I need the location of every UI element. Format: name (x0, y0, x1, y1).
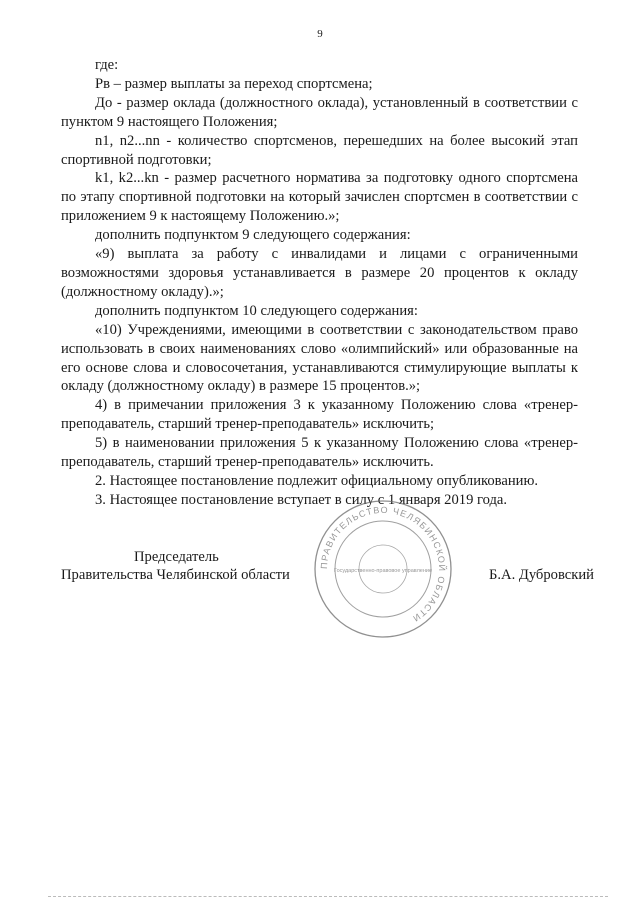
signatory-title-line1: Председатель (134, 549, 219, 565)
paragraph: k1, k2...kn - размер расчетного норматива за подготовку одного спортсмена по этапу спортивной подготовки на который зачислен спортсмен в соответствии с приложением 9 к настоящему Положению.»; (61, 170, 578, 225)
paragraph: 3. Настоящее постановление вступает в силу с 1 января 2019 года. (95, 491, 508, 508)
paragraph: где: (95, 57, 119, 73)
paragraph: Рв – размер выплаты за переход спортсмена; (95, 75, 373, 92)
paragraph: «9) выплата за работу с инвалидами и лицами с ограниченными возможностями здоровья устанавливается в размере 20 процентов к окладу (должностному окладу).»; (61, 246, 578, 300)
paragraph: 2. Настоящее постановление подлежит официальному опубликованию. (95, 472, 539, 489)
bottom-divider (48, 896, 608, 897)
paragraph: дополнить подпунктом 9 следующего содержания: (95, 227, 411, 244)
paragraph: дополнить подпунктом 10 следующего содержания: (95, 302, 418, 319)
paragraph: 4) в примечании приложения 3 к указанному Положению слова «тренер-преподаватель, старший тренер-преподаватель» исключить; (61, 397, 578, 433)
page-number: 9 (317, 28, 323, 40)
signatory-title-line2: Правительства Челябинской области (61, 567, 290, 583)
document-body (61, 56, 578, 510)
official-seal (312, 498, 454, 640)
paragraph: 5) в наименовании приложения 5 к указанному Положению слова «тренер-преподаватель, старший тренер-преподаватель» исключить. (61, 435, 578, 471)
paragraph: «10) Учреждениями, имеющими в соответствии с законодательством право использовать в своих наименованиях слово «олимпийский» или образованные на его основе слова и словосочетания, устанавливаются стимулирующие выплаты к окладу (должностному окладу) в размере 15 процентов.»; (61, 321, 578, 395)
signatory-name: Б.А. Дубровский (489, 567, 594, 583)
seal-outer-text: ПРАВИТЕЛЬСТВО ЧЕЛЯБИНСКОЙ ОБЛАСТИ (318, 504, 448, 624)
paragraph: n1, n2...nn - количество спортсменов, перешедших на более высокий этап спортивной подготовки; (61, 132, 578, 168)
svg-text:ПРАВИТЕЛЬСТВО ЧЕЛЯБИНСКОЙ ОБЛА (319, 505, 448, 624)
seal-center-text: Государственно-правовое управление (333, 568, 433, 574)
paragraph: До - размер оклада (должностного оклада), установленный в соответствии с пунктом 9 настоящего Положения; (61, 94, 578, 130)
